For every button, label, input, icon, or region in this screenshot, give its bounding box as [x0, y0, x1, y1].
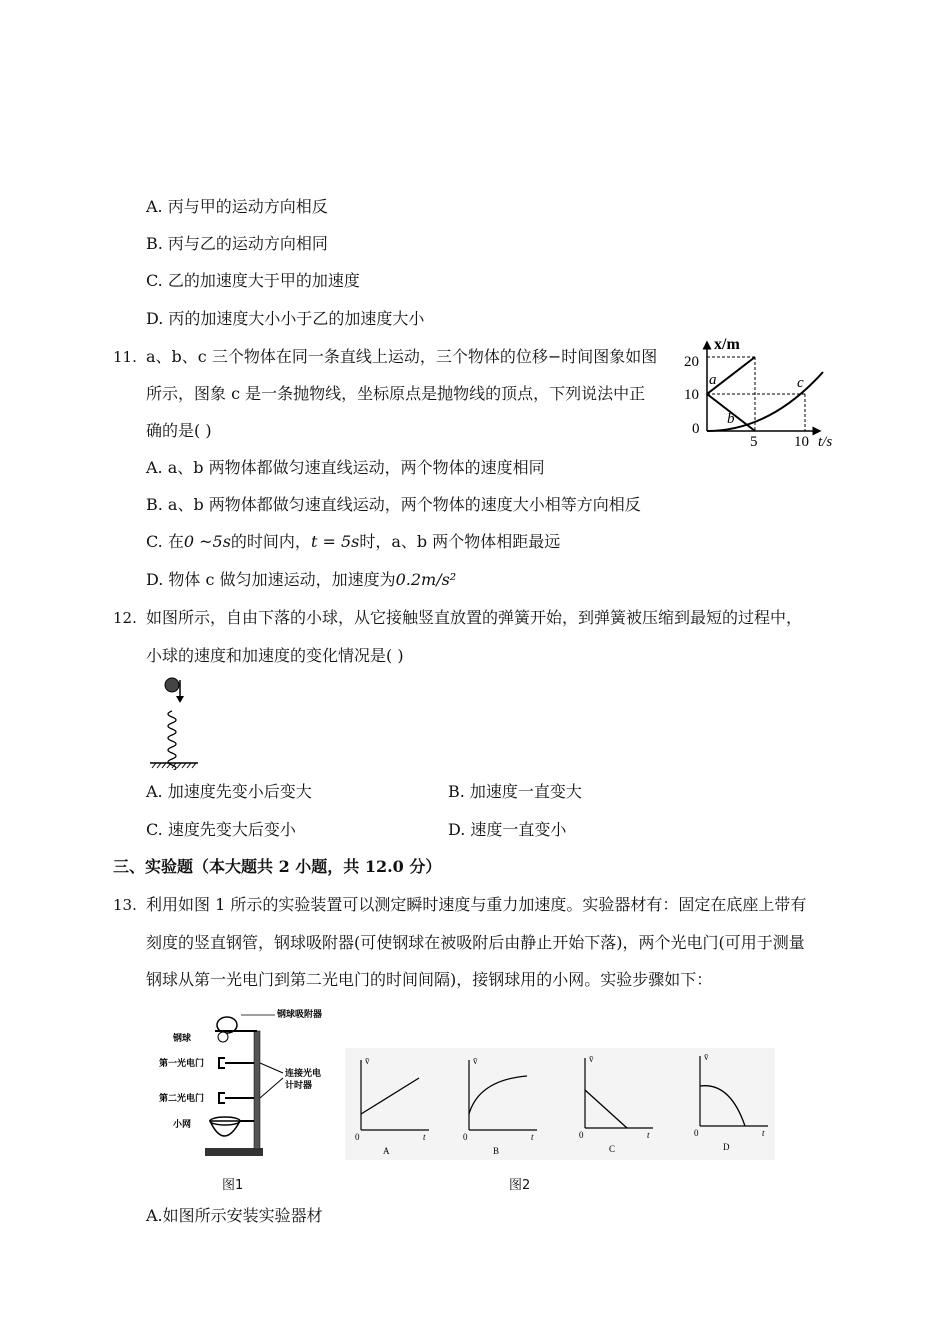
svg-text:t: t: [647, 1130, 650, 1140]
x-axis-label: t/s: [818, 434, 833, 450]
svg-text:0: 0: [463, 1132, 468, 1142]
q13-stem-line3: 钢球从第一光电门到第二光电门的时间间隔)，接钢球用的小网。实验步骤如下：: [146, 970, 713, 989]
label-timer: 计时器: [285, 1080, 313, 1090]
label-b: b: [727, 411, 735, 427]
spring: [168, 711, 176, 770]
label-gate1: 第一光电门: [159, 1058, 205, 1068]
gate1: [219, 1058, 225, 1068]
q12-option-c: C. 速度先变大后变小: [146, 820, 296, 839]
q10-option-c: C. 乙的加速度大于甲的加速度: [146, 271, 360, 290]
svg-text:v̄: v̄: [473, 1056, 478, 1066]
q13-stem-line2: 刻度的竖直钢管，钢球吸附器(可使钢球在被吸附后由静止开始下落)，两个光电门(可用于测量: [146, 933, 805, 952]
label-connect: 连接光电: [285, 1068, 322, 1078]
q11-number: 11.: [113, 348, 137, 366]
fig1-apparatus: [155, 1003, 345, 1163]
steel-tube: [254, 1031, 260, 1149]
gate2: [219, 1093, 225, 1103]
x-tick-10: 10: [794, 434, 809, 450]
svg-text:v̄: v̄: [589, 1054, 594, 1064]
q13-step-a: A.如图所示安装实验器材: [146, 1206, 323, 1225]
fig2-caption: 图2: [509, 1178, 531, 1193]
y-axis-label: x/m: [714, 336, 740, 353]
svg-text:0: 0: [355, 1132, 360, 1142]
svg-text:v̄: v̄: [365, 1056, 370, 1066]
q11-xt-graph: [680, 334, 845, 452]
q11-option-c: C. 在0 ~5s的时间内，t = 5s时，a、b 两个物体相距最远: [146, 532, 561, 551]
q12-stem-line1: 如图所示，自由下落的小球，从它接触竖直放置的弹簧开始，到弹簧被压缩到最短的过程中，: [146, 608, 803, 627]
spring-ball-figure: [146, 675, 206, 770]
q11-option-d: D. 物体 c 做匀加速运动，加速度为0.2m/s²: [146, 570, 457, 589]
label-a: a: [709, 372, 717, 388]
fig1-caption: 图1: [222, 1178, 244, 1193]
q11-stem-line3: 确的是( ): [146, 421, 212, 440]
section-3-title: 三、实验题（本大题共 2 小题，共 12.0 分）: [113, 857, 442, 876]
svg-text:t: t: [762, 1128, 765, 1138]
ball: [165, 678, 179, 692]
q10-option-d: D. 丙的加速度大小小于乙的加速度大小: [146, 309, 425, 328]
svg-text:0: 0: [579, 1130, 584, 1140]
q12-option-a: A. 加速度先变小后变大: [146, 782, 312, 801]
q12-option-d: D. 速度一直变小: [448, 820, 567, 839]
steel-ball: [218, 1032, 228, 1042]
q12-stem-line2: 小球的速度和加速度的变化情况是( ): [146, 646, 404, 665]
q12-option-b: B. 加速度一直变大: [448, 782, 582, 801]
q11-option-b: B. a、b 两物体都做匀速直线运动，两个物体的速度大小相等方向相反: [146, 495, 641, 514]
label-adsorber: 钢球吸附器: [277, 1009, 323, 1019]
q11-stem-line2: 所示，图象 c 是一条抛物线，坐标原点是抛物线的顶点，下列说法中正: [146, 384, 646, 403]
y-tick-0: 0: [692, 421, 700, 437]
svg-text:D: D: [723, 1142, 730, 1152]
svg-text:A: A: [383, 1146, 390, 1156]
q11-option-a: A. a、b 两物体都做匀速直线运动，两个物体的速度相同: [146, 458, 545, 477]
label-c: c: [797, 375, 804, 391]
q13-stem-line1: 利用如图 1 所示的实验装置可以测定瞬时速度与重力加速度。实验器材有：固定在底座上带有: [146, 895, 807, 914]
label-gate2: 第二光电门: [159, 1093, 205, 1103]
svg-text:0: 0: [694, 1128, 699, 1138]
svg-text:C: C: [609, 1144, 616, 1154]
q10-option-a: A. 丙与甲的运动方向相反: [146, 197, 328, 216]
svg-text:t: t: [423, 1132, 426, 1142]
svg-text:B: B: [493, 1146, 500, 1156]
q12-number: 12.: [113, 609, 137, 627]
y-tick-10: 10: [684, 387, 699, 403]
fig2-vt-graphs: [345, 1048, 775, 1160]
svg-text:v̄: v̄: [704, 1052, 709, 1062]
q11-stem-line1: a、b、c 三个物体在同一条直线上运动，三个物体的位移−时间图象如图: [146, 347, 658, 366]
q10-option-b: B. 丙与乙的运动方向相同: [146, 234, 328, 253]
y-tick-20: 20: [684, 354, 699, 370]
label-ball: 钢球: [173, 1033, 192, 1043]
x-tick-5: 5: [750, 434, 758, 450]
label-net: 小网: [173, 1119, 192, 1129]
svg-text:t: t: [531, 1132, 534, 1142]
q13-number: 13.: [113, 896, 137, 914]
